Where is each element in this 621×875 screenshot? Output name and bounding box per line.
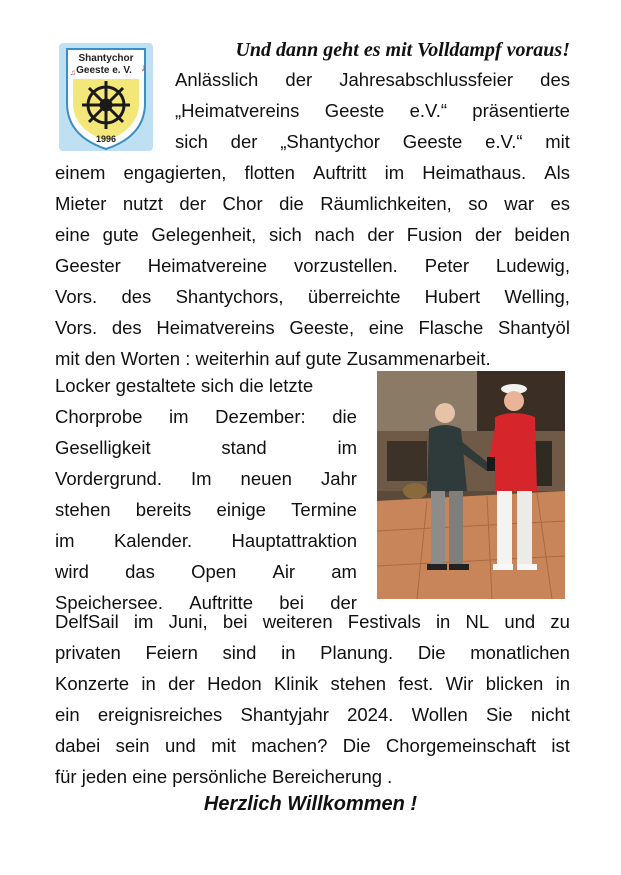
text-line: sich der „Shantychor Geeste e.V.“ mit: [175, 131, 570, 152]
text-line: einem engagierten, flotten Auftritt im Heimathaus. Als: [55, 162, 570, 183]
music-note-icon: ♪: [141, 63, 146, 74]
text-line: Chorprobe im Dezember: die: [55, 406, 357, 427]
text-line: Anlässlich der Jahresabschlussfeier des: [175, 69, 570, 90]
text-line: Locker gestaltete sich die letzte: [55, 375, 314, 396]
logo-line1: Shantychor: [78, 53, 134, 64]
text-line: „Heimatvereins Geeste e.V.“ präsentierte: [175, 100, 570, 121]
headline: Und dann geht es mit Volldampf voraus!: [235, 39, 570, 61]
logo-year: 1996: [95, 134, 117, 144]
paragraph1-full: [55, 157, 570, 374]
text-line: mit den Worten : weiterhin auf gute Zusammenarbeit.: [55, 348, 491, 369]
text-line: Vors. des Heimatvereins Geeste, eine Flasche Shantyöl: [55, 317, 570, 338]
bottle-icon: [487, 457, 495, 471]
ship-wheel-icon: [82, 81, 130, 129]
text-line: für jeden eine persönliche Bereicherung .: [55, 766, 393, 787]
logo-emblem: [57, 41, 155, 153]
text-line: ein ereignisreiches Shantyjahr 2024. Wollen Sie nicht: [55, 704, 570, 725]
text-line: stehen bereits einige Termine: [55, 499, 357, 520]
text-line: DelfSail im Juni, bei weiteren Festivals in NL und zu: [55, 611, 570, 632]
text-line: Vors. des Shantychors, überreichte Hubert Welling,: [55, 286, 570, 307]
text-line: eine gute Gelegenheit, sich nach der Fusion der beiden: [55, 224, 570, 245]
text-line: Vordergrund. Im neuen Jahr: [55, 468, 357, 489]
paragraph2-full: [55, 606, 570, 792]
closing-greeting: Herzlich Willkommen !: [203, 793, 418, 815]
text-line: privaten Feiern sind in Planung. Die monatlichen: [55, 642, 570, 663]
text-line: dabei sein und mit machen? Die Chorgemeinschaft ist: [55, 735, 570, 756]
text-line: Geselligkeit stand im: [55, 437, 357, 458]
paragraph2-beside-photo: [55, 370, 357, 618]
paragraph1-beside-logo: [175, 64, 570, 157]
event-photo: [377, 371, 565, 599]
shantychor-logo: [57, 41, 155, 153]
text-line: Konzerte in der Hedon Klinik stehen fest. Wir blicken in: [55, 673, 570, 694]
text-line: Mieter nutzt der Chor die Räumlichkeiten, so war es: [55, 193, 570, 214]
text-line: wird das Open Air am: [55, 561, 357, 582]
photo-handover-illustration: [377, 371, 565, 599]
text-line: Speichersee. Auftritte bei der: [55, 592, 357, 613]
text-line: Geester Heimatvereine vorzustellen. Peter Ludewig,: [55, 255, 570, 276]
music-note-icon: ♫: [70, 68, 76, 77]
text-line: im Kalender. Hauptattraktion: [55, 530, 357, 551]
logo-line2: Geeste e. V.: [76, 65, 132, 76]
